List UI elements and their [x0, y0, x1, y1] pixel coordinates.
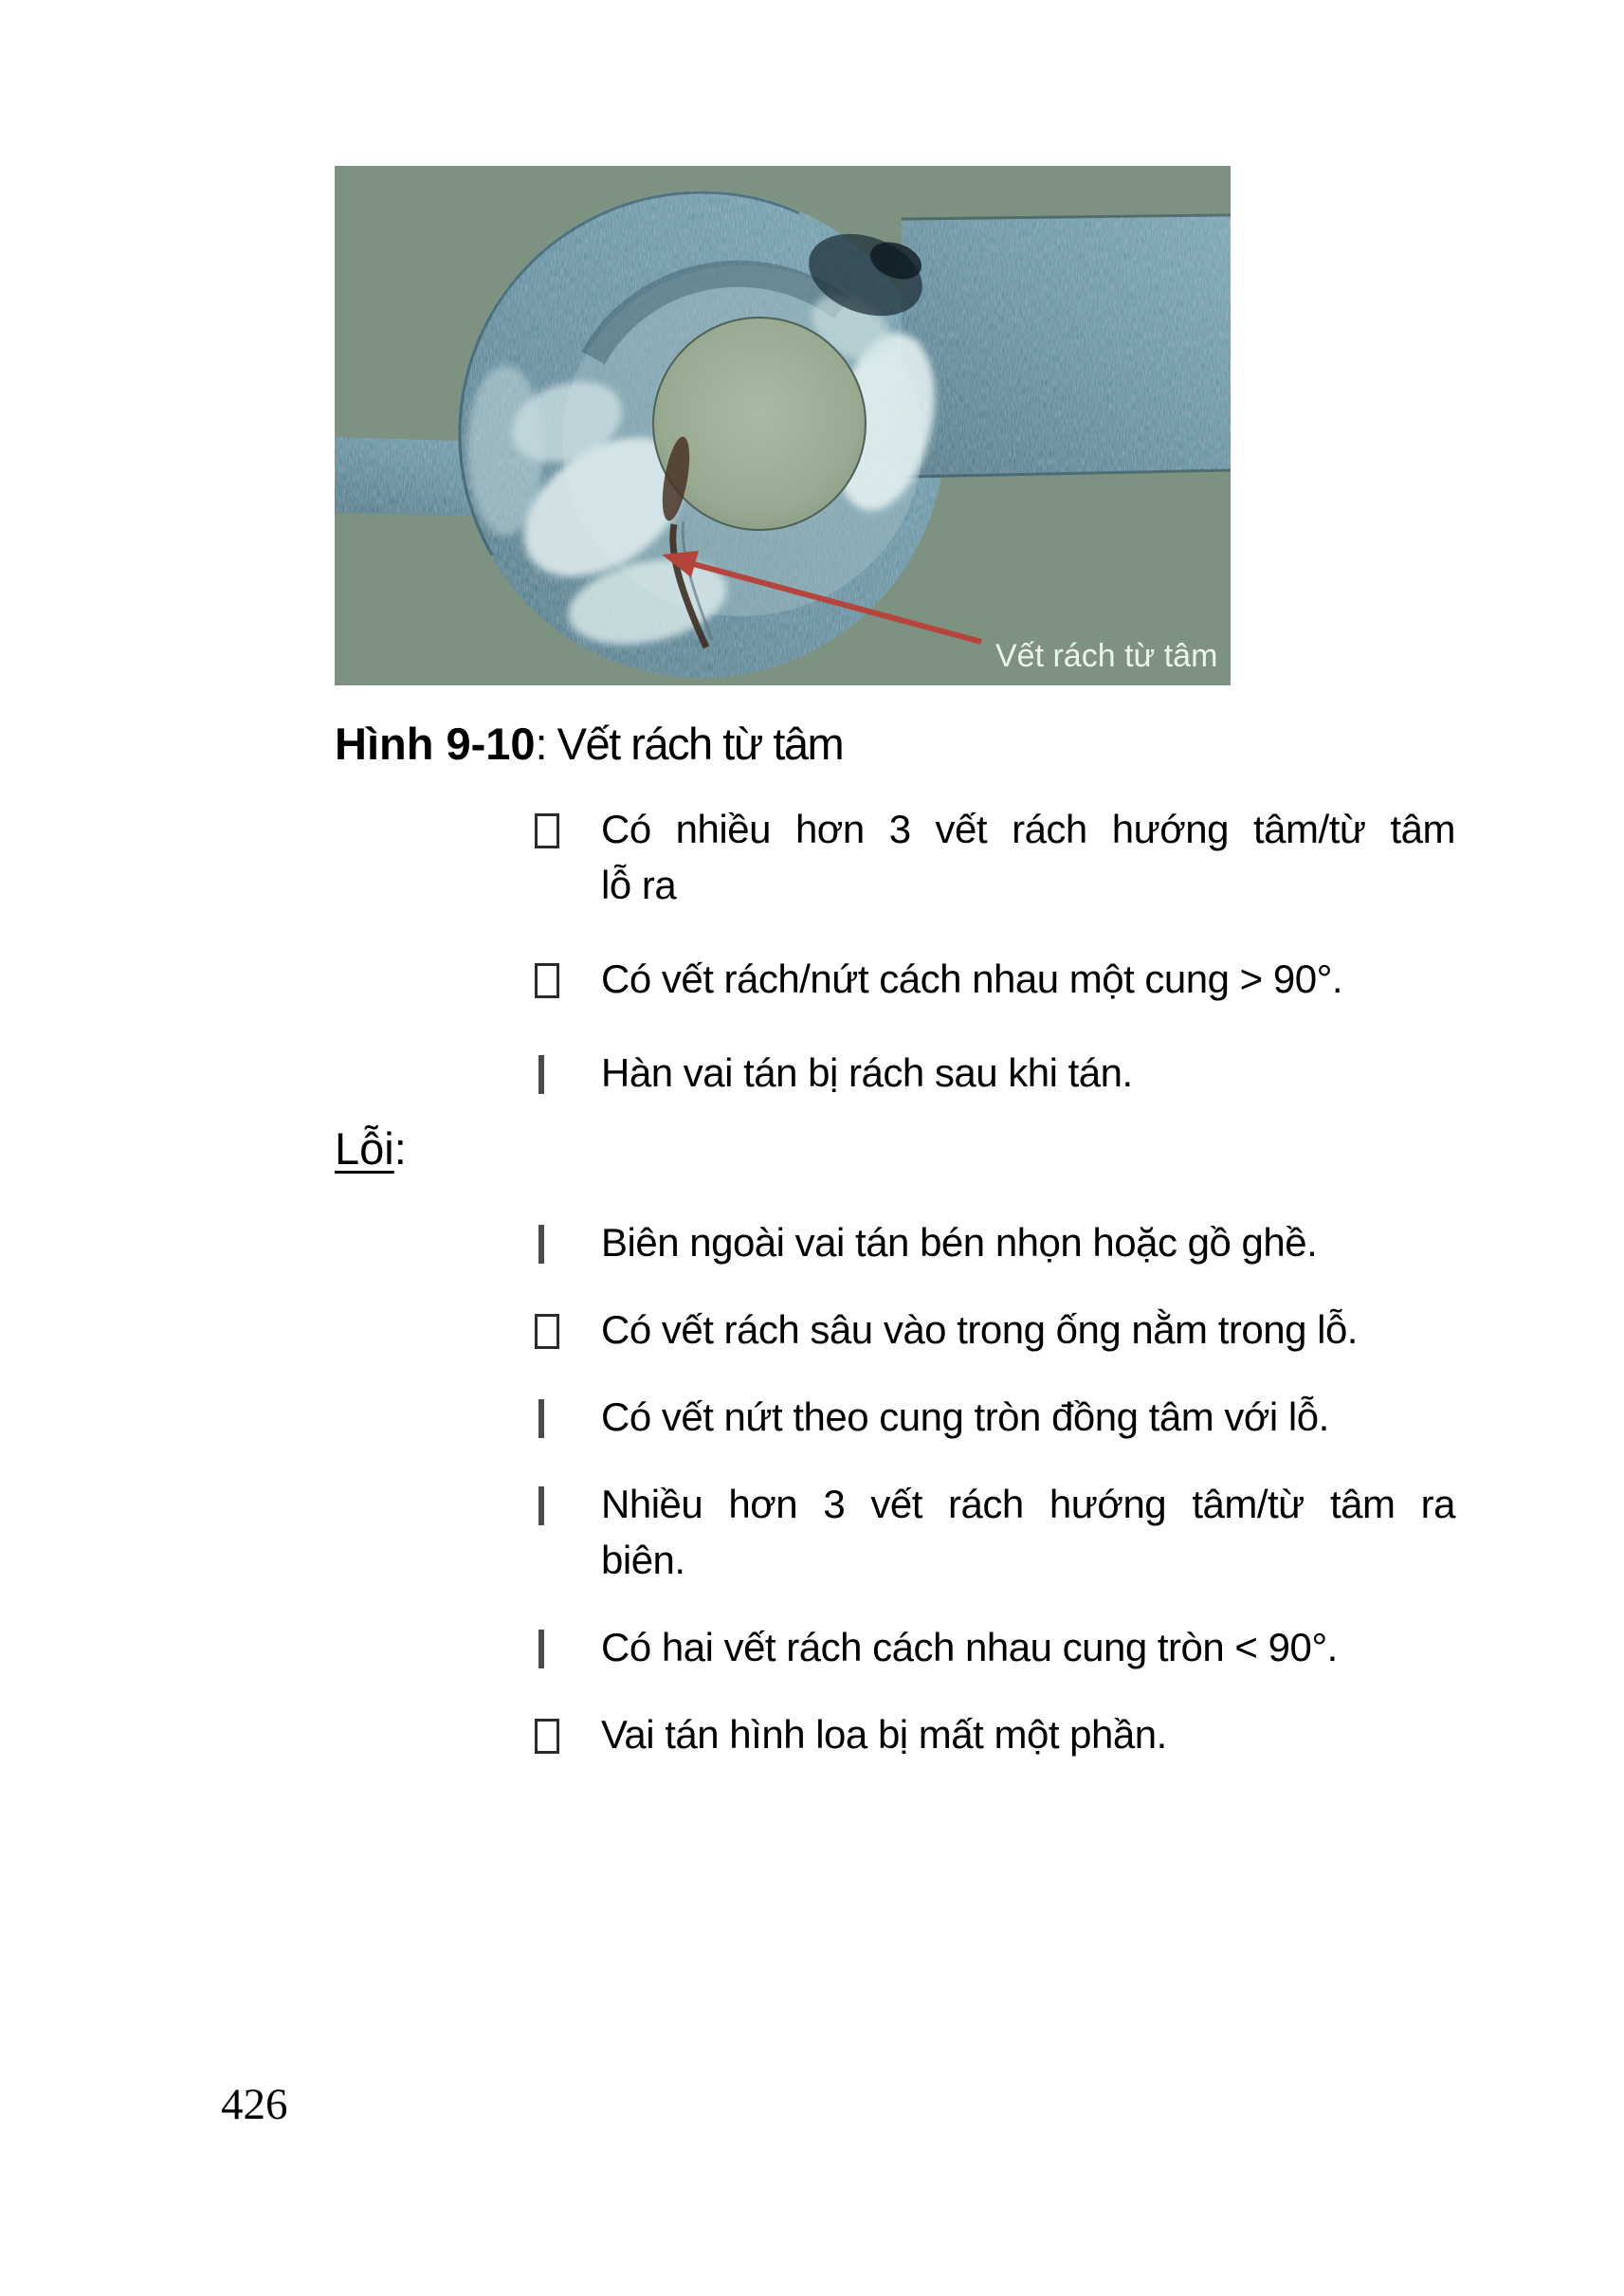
checkbox-marker-icon — [535, 963, 559, 998]
bullet-item — [528, 1302, 1455, 1358]
bullet-text — [601, 801, 1455, 913]
bullet-text — [601, 1302, 1455, 1358]
bullet-text — [601, 1214, 1455, 1270]
bar-marker-icon — [538, 1399, 544, 1438]
checkbox-marker-icon — [535, 1719, 559, 1754]
bullet-line: biên. — [601, 1538, 685, 1582]
figure-caption — [335, 718, 843, 771]
bullet-item — [528, 1045, 1455, 1101]
bullet-text — [601, 951, 1455, 1007]
section-heading-colon: : — [393, 1123, 407, 1174]
bar-marker-icon — [538, 1055, 544, 1094]
page-number: 426 — [221, 2080, 288, 2129]
bullet-text — [601, 1045, 1455, 1101]
bullet-line: Hàn vai tán bị rách sau khi tán. — [601, 1050, 1133, 1095]
bullet-text — [601, 1389, 1455, 1445]
bullet-text — [601, 1476, 1455, 1588]
rivet-photo-illustration — [335, 166, 1231, 685]
bullet-item — [528, 1476, 1455, 1588]
bullet-line: Có hai vết rách cách nhau cung tròn < 90°. — [601, 1625, 1338, 1669]
bullet-line: lỗ ra — [601, 863, 677, 907]
checkbox-marker-icon — [535, 813, 559, 848]
bullet-line: Vai tán hình loa bị mất một phần. — [601, 1712, 1167, 1757]
bullet-line: Có nhiều hơn 3 vết rách hướng tâm/từ tâm — [601, 807, 1455, 851]
checkbox-marker-icon — [535, 1314, 559, 1349]
bullet-line: Nhiều hơn 3 vết rách hướng tâm/từ tâm ra — [601, 1482, 1455, 1526]
figure-caption-number: Hình 9-10 — [335, 719, 536, 769]
bullet-line: Có vết rách/nứt cách nhau một cung > 90°. — [601, 957, 1343, 1001]
bullet-line: Có vết rách sâu vào trong ống nằm trong lỗ. — [601, 1307, 1358, 1352]
bullet-item — [528, 1389, 1455, 1445]
bullet-item — [528, 1619, 1455, 1675]
bullet-list-top — [528, 801, 1455, 1139]
bar-marker-icon — [538, 1630, 544, 1668]
bullet-item — [528, 1214, 1455, 1270]
bar-marker-icon — [538, 1225, 544, 1264]
photo-label: Vết rách từ tâm — [995, 638, 1218, 674]
bullet-item — [528, 1706, 1455, 1762]
bullet-item — [528, 801, 1455, 913]
figure-photo — [335, 166, 1231, 685]
bullet-item — [528, 951, 1455, 1007]
bar-marker-icon — [538, 1486, 544, 1525]
bullet-text — [601, 1706, 1455, 1762]
section-heading — [335, 1122, 407, 1175]
section-heading-word: Lỗi — [335, 1123, 394, 1174]
bullet-list-loi — [528, 1214, 1455, 1794]
figure-caption-text: : Vết rách từ tâm — [535, 719, 844, 769]
bullet-line: Có vết nứt theo cung tròn đồng tâm với lỗ. — [601, 1394, 1329, 1439]
rivet-hole — [653, 318, 866, 530]
bullet-line: Biên ngoài vai tán bén nhọn hoặc gồ ghề. — [601, 1220, 1318, 1265]
bullet-text — [601, 1619, 1455, 1675]
